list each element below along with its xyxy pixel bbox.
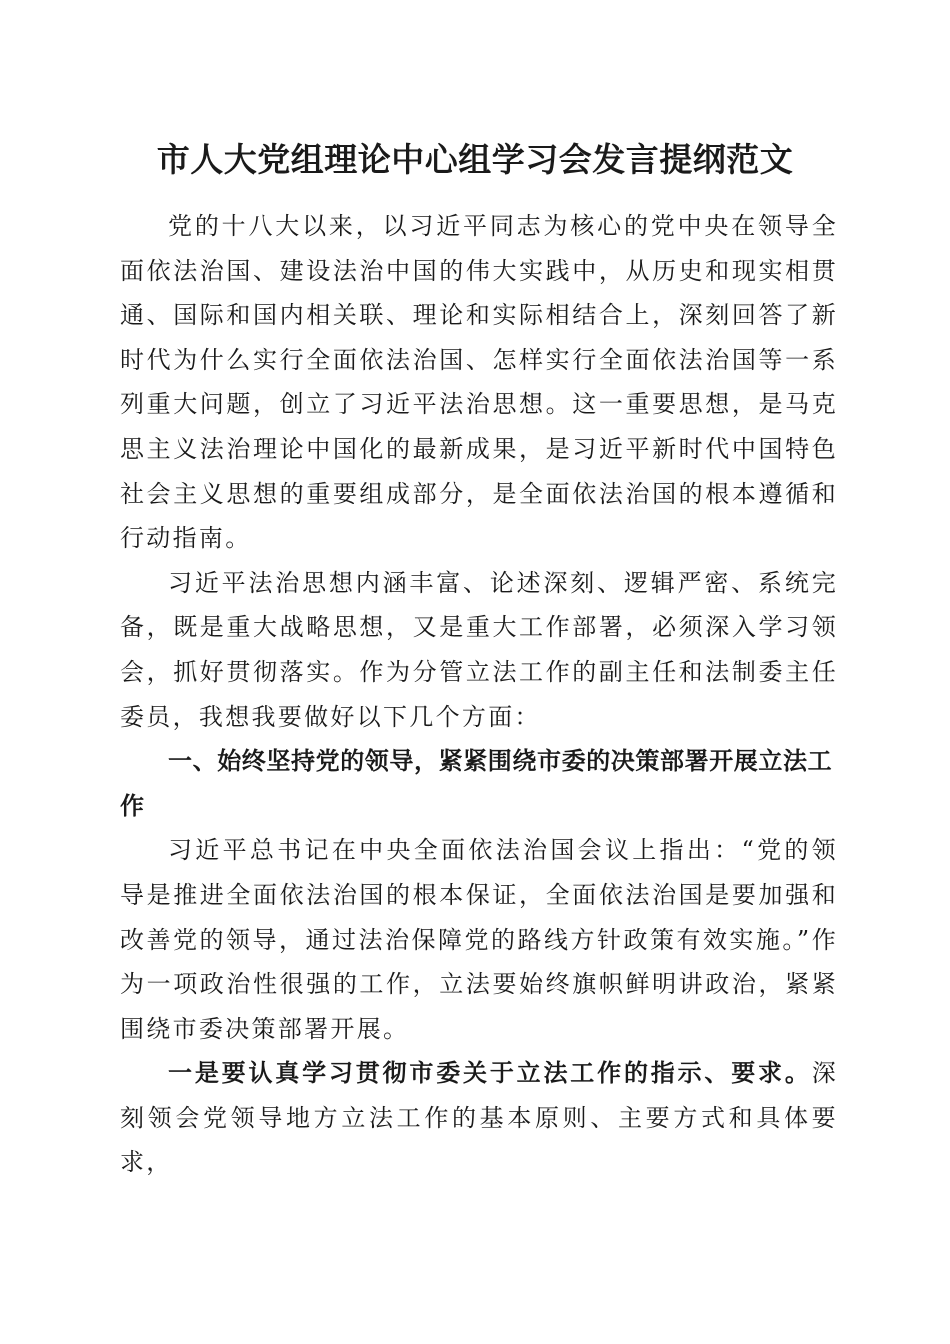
point-1-lead: 一是要认真学习贯彻市委关于立法工作的指示、要求。 (168, 1058, 812, 1088)
document-title: 市人大党组理论中心组学习会发言提纲范文 (156, 140, 794, 179)
point-1-text: 深刻领会党领导地方立法工作的基本原则、主要方式和具体要求， (120, 1059, 838, 1177)
document-body (120, 204, 838, 1185)
paragraph-intro: 党的十八大以来，以习近平同志为核心的党中央在领导全面依法治国、建设法治中国的伟大实践中，从历史和现实相贯通、国际和国内相关联、理论和实际相结合上，深刻回答了新时代为什么实行全面依法治国、怎样实行全面依法治国等一系列重大问题，创立了习近平法治思想。这一重要思想，是马克思主义法治理论中国化的最新成果，是习近平新时代中国特色社会主义思想的重要组成部分，是全面依法治国的根本遵循和行动指南。 (120, 212, 838, 553)
section-heading-1: 一、始终坚持党的领导，紧紧围绕市委的决策部署开展立法工作 (120, 747, 833, 820)
paragraph-overview: 习近平法治思想内涵丰富、论述深刻、逻辑严密、系统完备，既是重大战略思想，又是重大工作部署，必须深入学习领会，抓好贯彻落实。作为分管立法工作的副主任和法制委主任委员，我想我要做好以下几个方面： (120, 568, 838, 731)
paragraph-point-1 (120, 1051, 838, 1185)
paragraph-quote: 习近平总书记在中央全面依法治国会议上指出：“党的领导是推进全面依法治国的根本保证，全面依法治国是要加强和改善党的领导，通过法治保障党的路线方针政策有效实施。”作为一项政治性很强的工作，立法要始终旗帜鲜明讲政治，紧紧围绕市委决策部署开展。 (120, 836, 838, 1043)
